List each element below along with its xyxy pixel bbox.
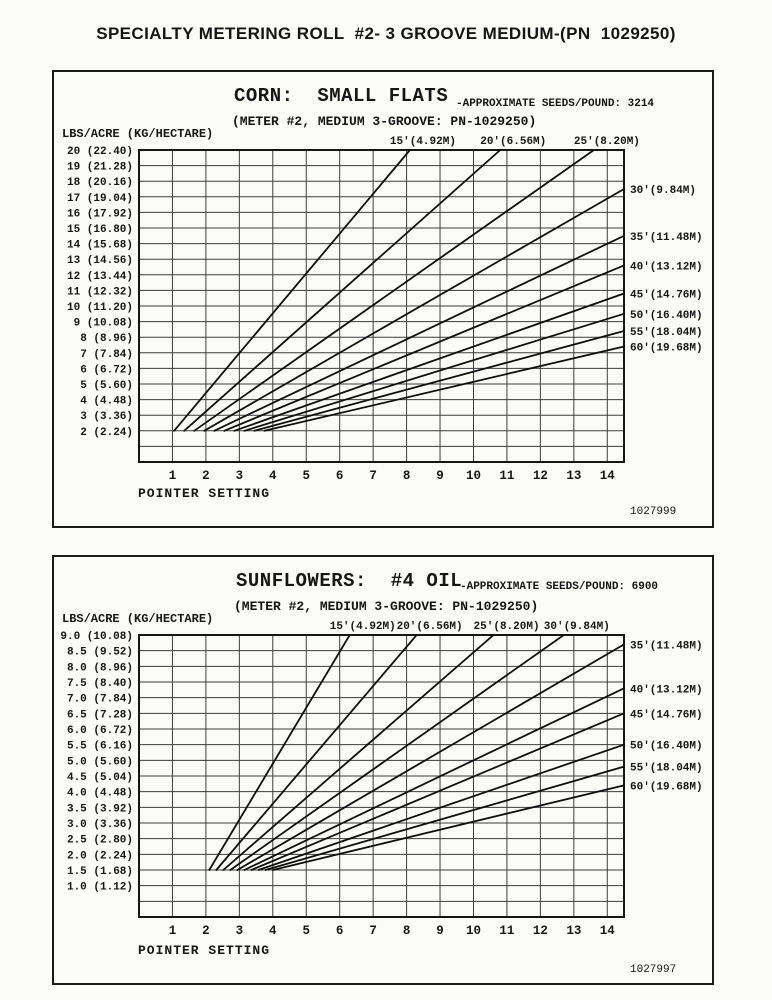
corn-rate-plot [54, 72, 708, 522]
y-tick-label: 11 (12.32) [66, 286, 133, 299]
y-tick-label: 12 (13.44) [66, 270, 133, 283]
x-tick-label: 4 [269, 469, 277, 483]
y-tick-label: 9.0 (10.08) [60, 631, 133, 643]
x-tick-label: 2 [202, 469, 210, 483]
series-label-25ft: 25'(8.20M) [473, 621, 540, 633]
corn-chart-panel [52, 70, 714, 528]
y-tick-label: 7.5 (8.40) [66, 678, 133, 690]
y-tick-label: 8.5 (9.52) [66, 646, 133, 659]
y-tick-label: 17 (19.04) [66, 192, 133, 205]
x-tick-label: 6 [335, 469, 344, 483]
x-tick-label: 4 [269, 924, 277, 938]
rate-line-60ft [273, 785, 624, 870]
series-label-50ft: 50'(16.40M) [630, 740, 703, 753]
series-label-55ft: 55'(18.04M) [630, 762, 703, 775]
x-tick-label: 13 [566, 924, 582, 938]
x-tick-label: 8 [402, 469, 411, 483]
series-label-30ft: 30'(9.84M) [630, 185, 697, 197]
series-label-30ft: 30'(9.84M) [543, 621, 610, 633]
meter-subtitle: (METER #2, MEDIUM 3-GROOVE: PN-1029250) [232, 114, 537, 129]
rate-line-55ft [254, 331, 624, 431]
document-number: 1027999 [630, 506, 677, 518]
series-label-25ft: 25'(8.20M) [573, 136, 640, 148]
x-tick-label: 9 [436, 469, 444, 483]
series-label-50ft: 50'(16.40M) [630, 309, 703, 322]
y-tick-label: 3 (3.36) [80, 411, 133, 424]
series-label-40ft: 40'(13.12M) [630, 684, 703, 697]
document-number: 1027997 [630, 964, 677, 976]
x-tick-label: 5 [302, 469, 310, 483]
series-label-60ft: 60'(19.68M) [630, 342, 703, 355]
x-tick-label: 12 [532, 924, 548, 938]
series-label-20ft: 20'(6.56M) [396, 621, 463, 633]
x-tick-label: 3 [235, 924, 244, 938]
y-tick-label: 3.5 (3.92) [66, 803, 133, 816]
x-tick-label: 1 [168, 469, 177, 483]
y-tick-label: 2.5 (2.80) [66, 834, 133, 847]
x-tick-label: 1 [168, 924, 177, 938]
y-tick-label: 18 (20.16) [66, 177, 133, 190]
y-tick-label: 6 (6.72) [80, 364, 133, 377]
sunflowers-rate-plot [54, 557, 708, 979]
y-tick-label: 6.5 (7.28) [66, 709, 133, 722]
y-tick-label: 2.0 (2.24) [66, 850, 133, 863]
y-tick-label: 8 (8.96) [80, 333, 133, 346]
x-tick-label: 14 [599, 924, 615, 938]
series-label-35ft: 35'(11.48M) [630, 231, 703, 244]
x-tick-label: 5 [302, 924, 310, 938]
series-label-15ft: 15'(4.92M) [389, 136, 456, 148]
y-tick-label: 4 (4.48) [80, 395, 133, 408]
seeds-per-pound-note: -APPROXIMATE SEEDS/POUND: 6900 [460, 581, 659, 593]
y-tick-label: 5 (5.60) [80, 380, 133, 392]
y-axis-label: LBS/ACRE (KG/HECTARE) [62, 127, 214, 141]
y-tick-label: 2 (2.24) [80, 426, 133, 439]
x-tick-label: 9 [436, 924, 444, 938]
x-tick-label: 11 [499, 924, 515, 938]
series-label-45ft: 45'(14.76M) [630, 709, 703, 722]
seeds-per-pound-note: -APPROXIMATE SEEDS/POUND: 3214 [456, 98, 655, 110]
x-tick-label: 3 [235, 469, 244, 483]
series-label-15ft: 15'(4.92M) [329, 621, 396, 633]
y-tick-label: 15 (16.80) [66, 224, 133, 236]
y-tick-label: 7 (7.84) [80, 348, 133, 361]
x-tick-label: 10 [465, 924, 481, 938]
series-label-45ft: 45'(14.76M) [630, 289, 703, 302]
x-tick-label: 11 [499, 469, 515, 483]
x-tick-label: 13 [566, 469, 582, 483]
y-tick-label: 7.0 (7.84) [66, 693, 133, 706]
rate-line-50ft [244, 314, 624, 431]
meter-subtitle: (METER #2, MEDIUM 3-GROOVE: PN-1029250) [234, 599, 539, 614]
x-tick-label: 10 [465, 469, 481, 483]
y-tick-label: 5.5 (6.16) [66, 740, 133, 753]
x-axis-label: POINTER SETTING [138, 943, 271, 958]
y-tick-label: 14 (15.68) [66, 239, 133, 252]
y-tick-label: 1.0 (1.12) [66, 881, 133, 894]
y-tick-label: 6.0 (6.72) [66, 725, 133, 737]
x-tick-label: 2 [202, 924, 210, 938]
x-tick-label: 7 [369, 924, 377, 938]
chart-title: CORN: SMALL FLATS [234, 85, 449, 107]
series-label-20ft: 20'(6.56M) [480, 136, 547, 148]
y-tick-label: 19 (21.28) [66, 161, 133, 174]
rate-line-25ft [223, 635, 493, 870]
x-tick-label: 7 [369, 469, 377, 483]
series-label-60ft: 60'(19.68M) [630, 781, 703, 794]
series-label-35ft: 35'(11.48M) [630, 640, 703, 653]
x-axis-label: POINTER SETTING [138, 486, 271, 501]
x-tick-label: 6 [335, 924, 344, 938]
rate-line-35ft [237, 644, 624, 870]
series-label-55ft: 55'(18.04M) [630, 326, 703, 339]
y-tick-label: 4.0 (4.48) [66, 787, 133, 800]
x-tick-label: 14 [599, 469, 615, 483]
series-label-40ft: 40'(13.12M) [630, 261, 703, 274]
y-tick-label: 8.0 (8.96) [66, 662, 133, 675]
y-tick-label: 16 (17.92) [66, 208, 133, 221]
page-title: SPECIALTY METERING ROLL #2- 3 GROOVE MEDIUM-(PN 1029250) [96, 24, 676, 43]
y-tick-label: 1.5 (1.68) [66, 866, 133, 878]
y-tick-label: 13 (14.56) [66, 255, 133, 268]
y-tick-label: 5.0 (5.60) [66, 756, 133, 769]
x-tick-label: 8 [402, 924, 411, 938]
chart-title: SUNFLOWERS: #4 OIL [236, 570, 463, 592]
rate-line-60ft [264, 347, 624, 431]
sunflowers-chart-panel [52, 555, 714, 985]
y-axis-label: LBS/ACRE (KG/HECTARE) [62, 612, 214, 626]
x-tick-label: 12 [532, 469, 548, 483]
y-tick-label: 3.0 (3.36) [66, 819, 133, 831]
y-tick-label: 20 (22.40) [66, 146, 133, 158]
y-tick-label: 9 (10.08) [73, 317, 133, 330]
y-tick-label: 10 (11.20) [66, 302, 133, 314]
rate-line-30ft [204, 189, 624, 431]
y-tick-label: 4.5 (5.04) [66, 772, 133, 784]
